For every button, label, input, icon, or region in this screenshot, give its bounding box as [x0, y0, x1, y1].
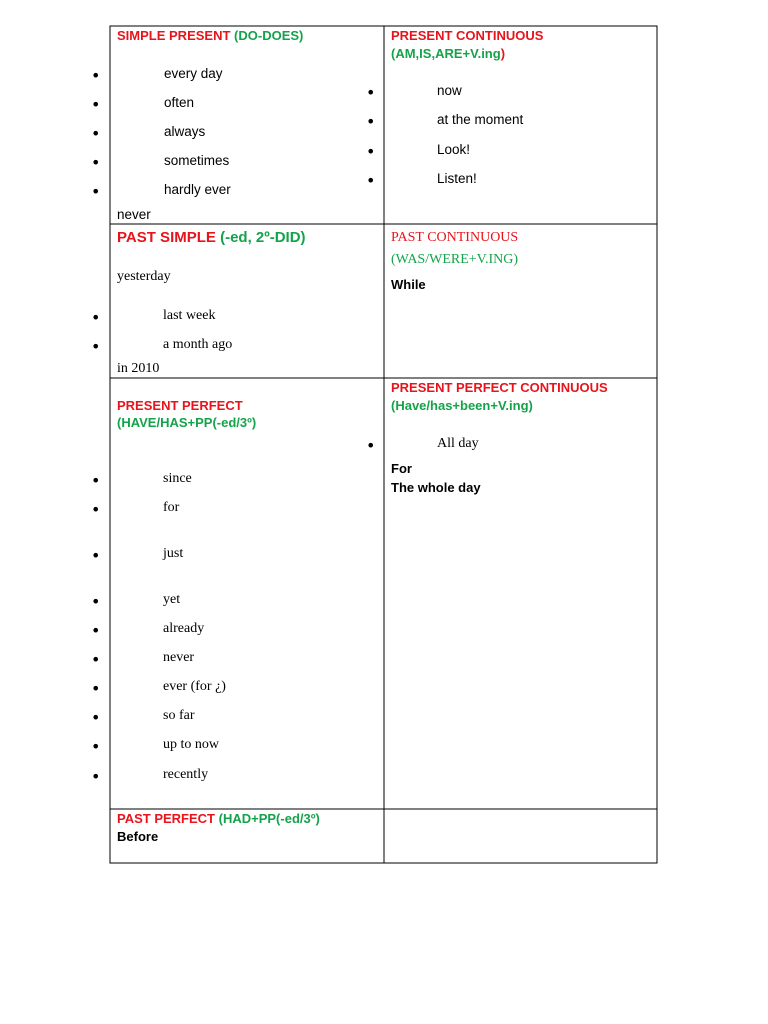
present-perfect-formula: (HAVE/HAS+PP(-ed/3º)	[117, 415, 257, 430]
list-item: never	[163, 650, 195, 665]
list-item: since	[163, 471, 192, 486]
present-perfect-title: PRESENT PERFECT	[117, 398, 243, 413]
list-item: last week	[163, 308, 216, 323]
past-simple-heading	[117, 229, 306, 246]
list-item: Look!	[437, 142, 471, 157]
bullet-icon: •	[366, 436, 376, 455]
list-item: While	[391, 277, 426, 292]
list-item: Before	[117, 829, 159, 844]
past-continuous-formula: (WAS/WERE+V.ING)	[391, 252, 519, 267]
past-simple-first: yesterday	[117, 269, 171, 284]
past-perfect-heading	[117, 811, 320, 826]
bullet-icon: •	[91, 737, 101, 756]
past-perfect-title: PAST PERFECT	[117, 811, 215, 826]
list-item: All day	[437, 436, 479, 451]
bullet-icon: •	[91, 95, 101, 114]
list-item: recently	[163, 767, 209, 782]
formula-open-paren: (	[391, 46, 396, 61]
simple-present-extra: never	[117, 207, 151, 222]
list-item: yet	[163, 592, 181, 607]
list-item: often	[164, 95, 195, 110]
bullet-icon: •	[91, 679, 101, 698]
present-perfect-continuous-title: PRESENT PERFECT CONTINUOUS	[391, 380, 608, 395]
bullet-icon: •	[91, 621, 101, 640]
present-continuous-formula: AM,IS,ARE+V.ing	[395, 46, 501, 61]
bullet-icon: •	[91, 471, 101, 490]
bullet-icon: •	[91, 708, 101, 727]
bullet-icon: •	[366, 142, 376, 161]
list-item: ever (for ¿)	[163, 679, 226, 694]
past-perfect-formula: (HAD+PP(-ed/3º)	[218, 811, 320, 826]
bullet-icon: •	[91, 650, 101, 669]
bullet-icon: •	[91, 153, 101, 172]
list-item: so far	[163, 708, 195, 723]
simple-present-formula: (DO-DOES)	[234, 28, 304, 43]
present-continuous-title: PRESENT CONTINUOUS	[391, 28, 544, 43]
list-item: Listen!	[437, 171, 477, 186]
past-simple-extra: in 2010	[117, 361, 160, 376]
cell-empty	[385, 810, 656, 862]
bullet-icon: •	[91, 767, 101, 786]
list-item: For	[391, 461, 412, 476]
list-item: at the moment	[437, 112, 524, 127]
bullet-icon: •	[91, 66, 101, 85]
bullet-icon: •	[91, 546, 101, 565]
list-item: for	[163, 500, 180, 515]
past-simple-title: PAST SIMPLE	[117, 229, 216, 246]
past-simple-formula: (-ed, 2º-DID)	[220, 229, 306, 246]
bullet-icon: •	[91, 308, 101, 327]
present-continuous-formula-line	[391, 46, 505, 61]
bullet-icon: •	[91, 500, 101, 519]
list-item: a month ago	[163, 337, 233, 352]
simple-present-heading	[117, 28, 303, 43]
formula-close-paren: )	[500, 46, 506, 61]
bullet-icon: •	[366, 112, 376, 131]
list-item: just	[163, 546, 184, 561]
bullet-icon: •	[91, 337, 101, 356]
simple-present-title: SIMPLE PRESENT	[117, 28, 231, 43]
bullet-icon: •	[91, 182, 101, 201]
list-item: hardly ever	[164, 182, 231, 197]
bullet-icon: •	[366, 171, 376, 190]
list-item: The whole day	[391, 480, 481, 495]
list-item: now	[437, 83, 462, 98]
list-item: sometimes	[164, 153, 230, 168]
list-item: always	[164, 124, 206, 139]
past-continuous-title: PAST CONTINUOUS	[391, 230, 519, 245]
bullet-icon: •	[91, 592, 101, 611]
list-item: up to now	[163, 737, 219, 752]
list-item: already	[163, 621, 205, 636]
list-item: every day	[164, 66, 223, 81]
bullet-icon: •	[366, 83, 376, 102]
bullet-icon: •	[91, 124, 101, 143]
present-perfect-continuous-formula: (Have/has+been+V.ing)	[391, 398, 533, 413]
